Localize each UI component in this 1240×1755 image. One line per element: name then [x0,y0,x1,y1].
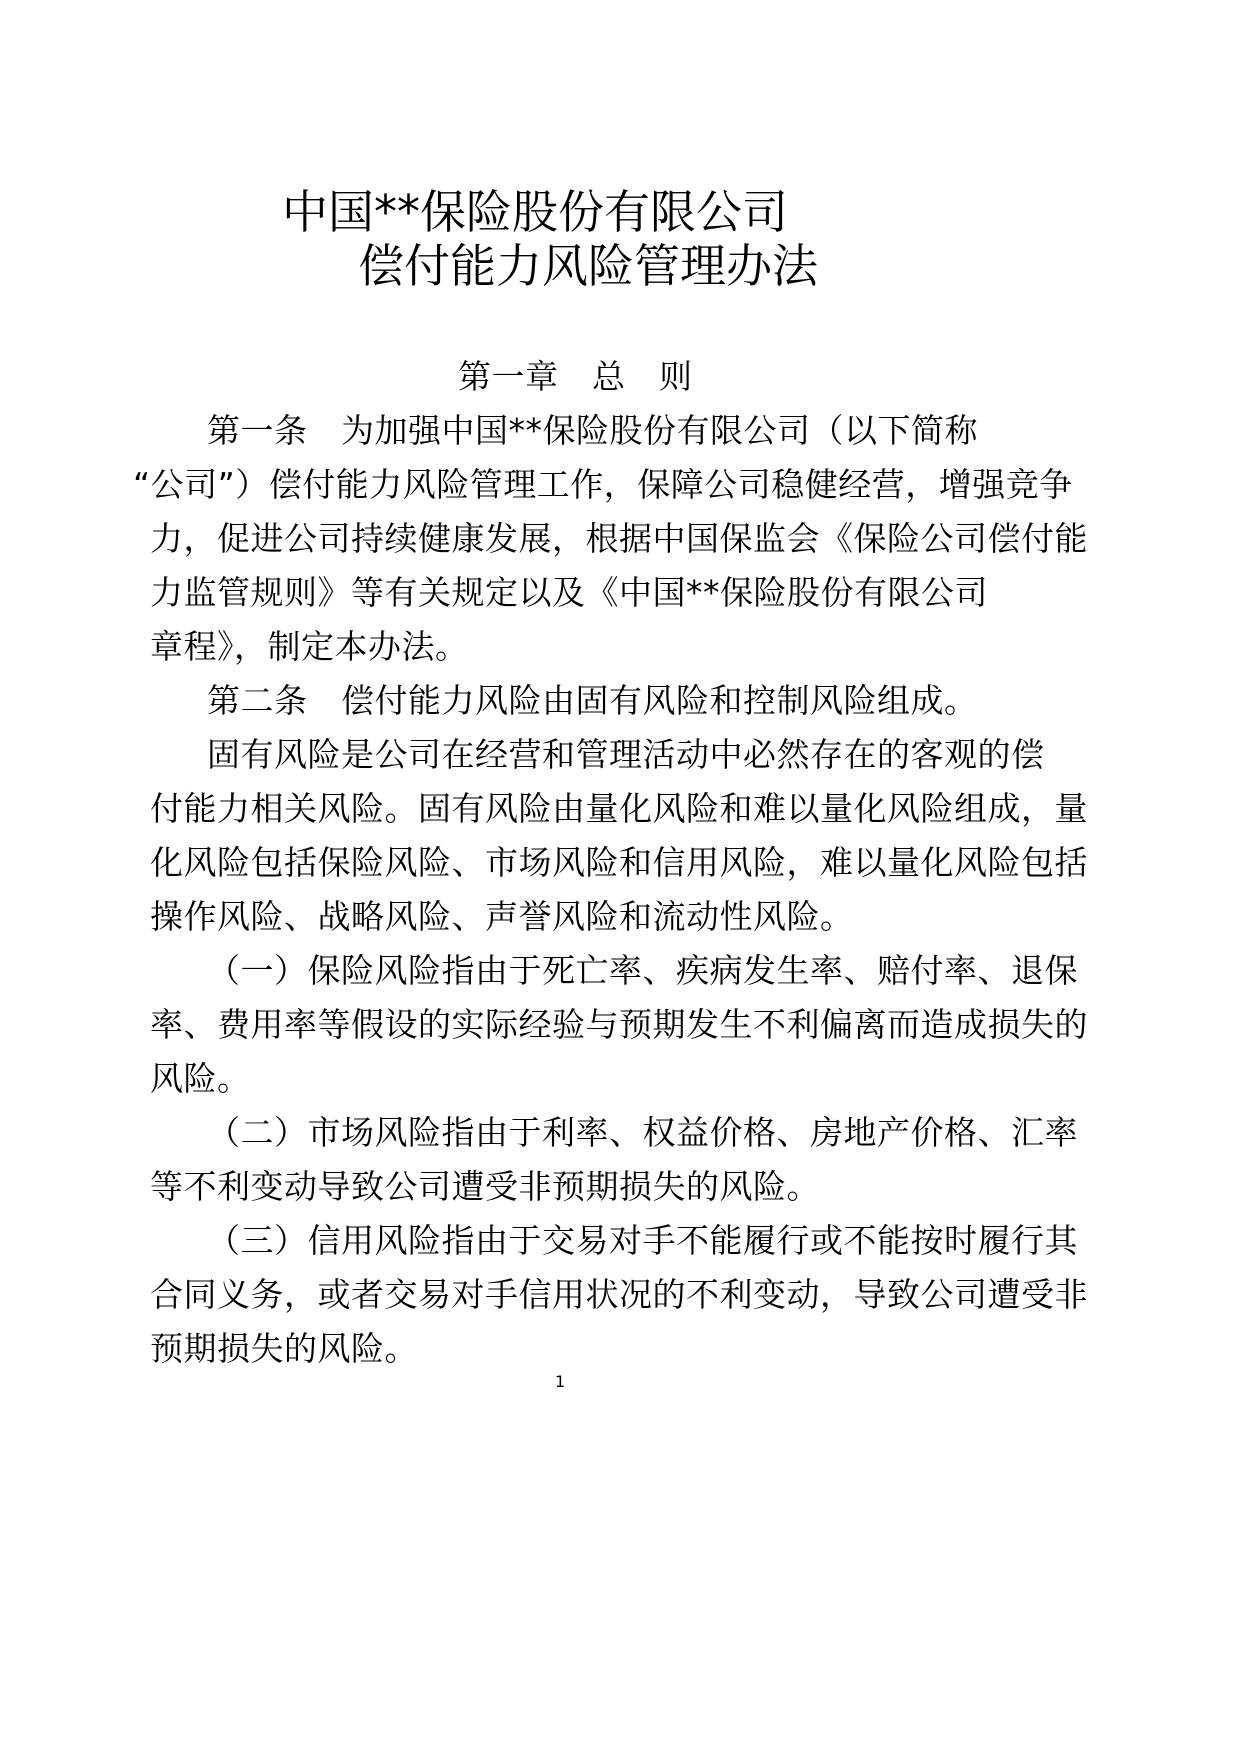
page-number: 1 [555,1372,566,1391]
document-title-line-2: 偿付能力风险管理办法 [358,239,818,293]
credit-risk-line-1: （三）信用风险指由于交易对手不能履行或不能按时履行其 [207,1221,1078,1260]
market-risk-line-1: （二）市场风险指由于利率、权益价格、房地产价格、汇率 [207,1113,1078,1152]
credit-risk-line-3: 预期损失的风险。 [150,1329,418,1368]
market-risk-line-2: 等不利变动导致公司遭受非预期损失的风险。 [150,1167,820,1206]
insurance-risk-line-2: 率、费用率等假设的实际经验与预期发生不利偏离而造成损失的 [150,1005,1088,1044]
insurance-risk-line-1: （一）保险风险指由于死亡率、疾病发生率、赔付率、退保 [207,951,1078,990]
article-1-line-4: 力监管规则》等有关规定以及《中国**保险股份有限公司 [150,573,988,612]
article-2-line-1: 第二条 偿付能力风险由固有风险和控制风险组成。 [207,681,978,720]
article-1-line-1: 第一条 为加强中国**保险股份有限公司（以下简称 [207,411,978,450]
inherent-risk-line-2: 付能力相关风险。固有风险由量化风险和难以量化风险组成，量 [150,789,1088,828]
article-1-line-2: “公司”）偿付能力风险管理工作，保障公司稳健经营，增强竞争 [133,465,1073,504]
inherent-risk-line-4: 操作风险、战略风险、声誉风险和流动性风险。 [150,897,854,936]
article-1-line-5: 章程》，制定本办法。 [150,627,469,666]
inherent-risk-line-1: 固有风险是公司在经营和管理活动中必然存在的客观的偿 [207,735,1045,774]
credit-risk-line-2: 合同义务，或者交易对手信用状况的不利变动，导致公司遭受非 [150,1275,1088,1314]
inherent-risk-line-3: 化风险包括保险风险、市场风险和信用风险，难以量化风险包括 [150,843,1088,882]
insurance-risk-line-3: 风险。 [150,1059,251,1098]
chapter-heading: 第一章 总 则 [458,357,693,396]
article-1-line-3: 力，促进公司持续健康发展，根据中国保监会《保险公司偿付能 [150,519,1088,558]
document-title-line-1: 中国**保险股份有限公司 [282,185,788,239]
